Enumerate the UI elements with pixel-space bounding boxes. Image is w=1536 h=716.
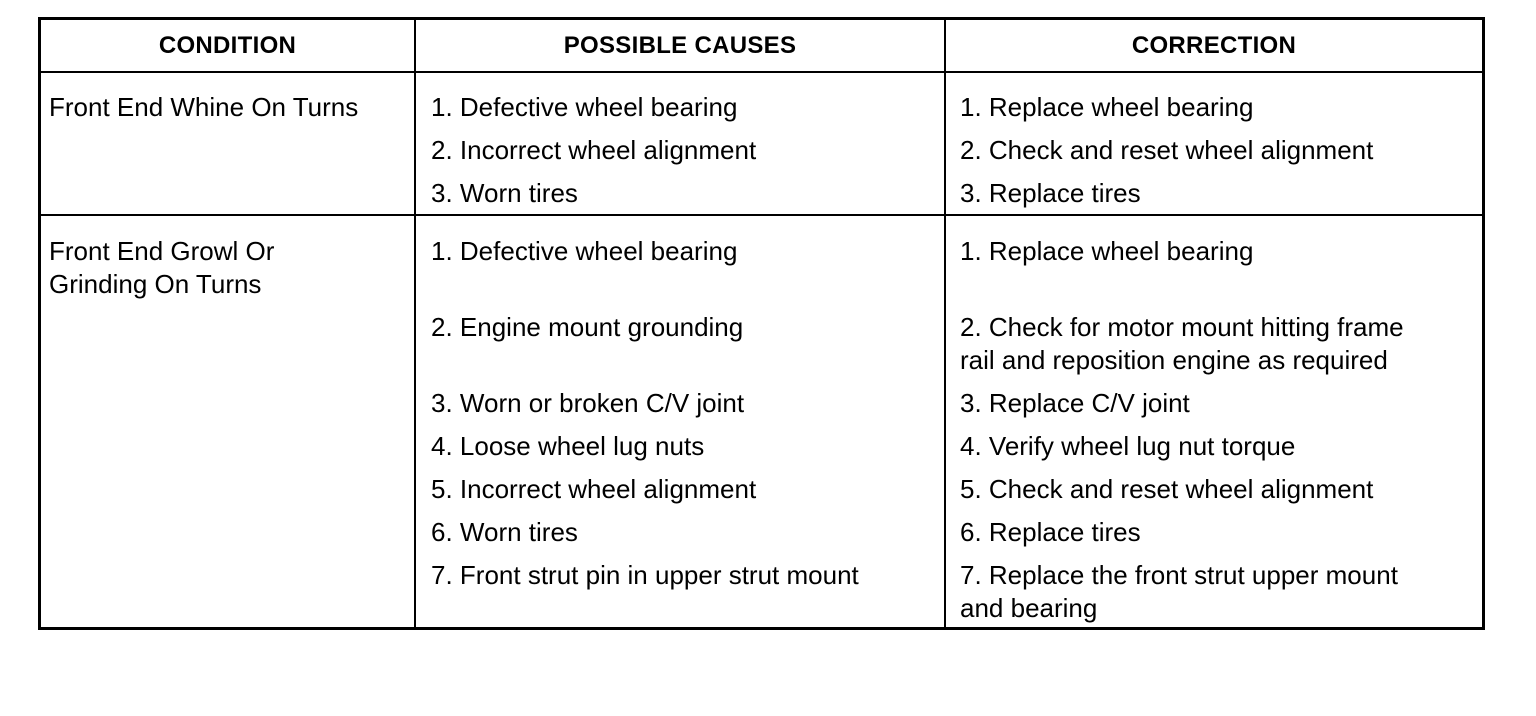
cause-item: 7. Front strut pin in upper strut mount — [431, 560, 859, 590]
cause-item: 3. Worn or broken C/V joint — [431, 388, 745, 418]
cause-item: 2. Engine mount grounding — [431, 312, 744, 342]
correction-item: 2. Check and reset wheel alignment — [960, 135, 1374, 165]
cause-item: 1. Defective wheel bearing — [431, 236, 738, 266]
column-divider-2 — [944, 20, 946, 627]
correction-item: 4. Verify wheel lug nut torque — [960, 431, 1296, 461]
header-possible-causes: POSSIBLE CAUSES — [563, 31, 797, 59]
condition-text: Grinding On Turns — [49, 269, 262, 299]
correction-item: 7. Replace the front strut upper mount — [960, 560, 1398, 590]
header-divider — [41, 71, 1482, 73]
correction-item: 6. Replace tires — [960, 517, 1141, 547]
correction-item: 3. Replace C/V joint — [960, 388, 1190, 418]
column-divider-1 — [414, 20, 416, 627]
cause-item: 4. Loose wheel lug nuts — [431, 431, 705, 461]
cause-item: 5. Incorrect wheel alignment — [431, 474, 757, 504]
correction-item: 1. Replace wheel bearing — [960, 236, 1254, 266]
condition-text: Front End Whine On Turns — [49, 92, 359, 122]
correction-item-continued: and bearing — [960, 593, 1098, 623]
cause-item: 1. Defective wheel bearing — [431, 92, 738, 122]
condition-text: Front End Growl Or — [49, 236, 275, 266]
diagnosis-table — [38, 17, 1485, 630]
row-divider — [41, 214, 1482, 216]
correction-item: 2. Check for motor mount hitting frame — [960, 312, 1404, 342]
cause-item: 3. Worn tires — [431, 178, 578, 208]
correction-item: 5. Check and reset wheel alignment — [960, 474, 1374, 504]
cause-item: 6. Worn tires — [431, 517, 578, 547]
header-correction: CORRECTION — [1131, 31, 1297, 59]
correction-item: 3. Replace tires — [960, 178, 1141, 208]
correction-item: 1. Replace wheel bearing — [960, 92, 1254, 122]
cause-item: 2. Incorrect wheel alignment — [431, 135, 757, 165]
correction-item-continued: rail and reposition engine as required — [960, 345, 1388, 375]
header-condition: CONDITION — [158, 31, 297, 59]
